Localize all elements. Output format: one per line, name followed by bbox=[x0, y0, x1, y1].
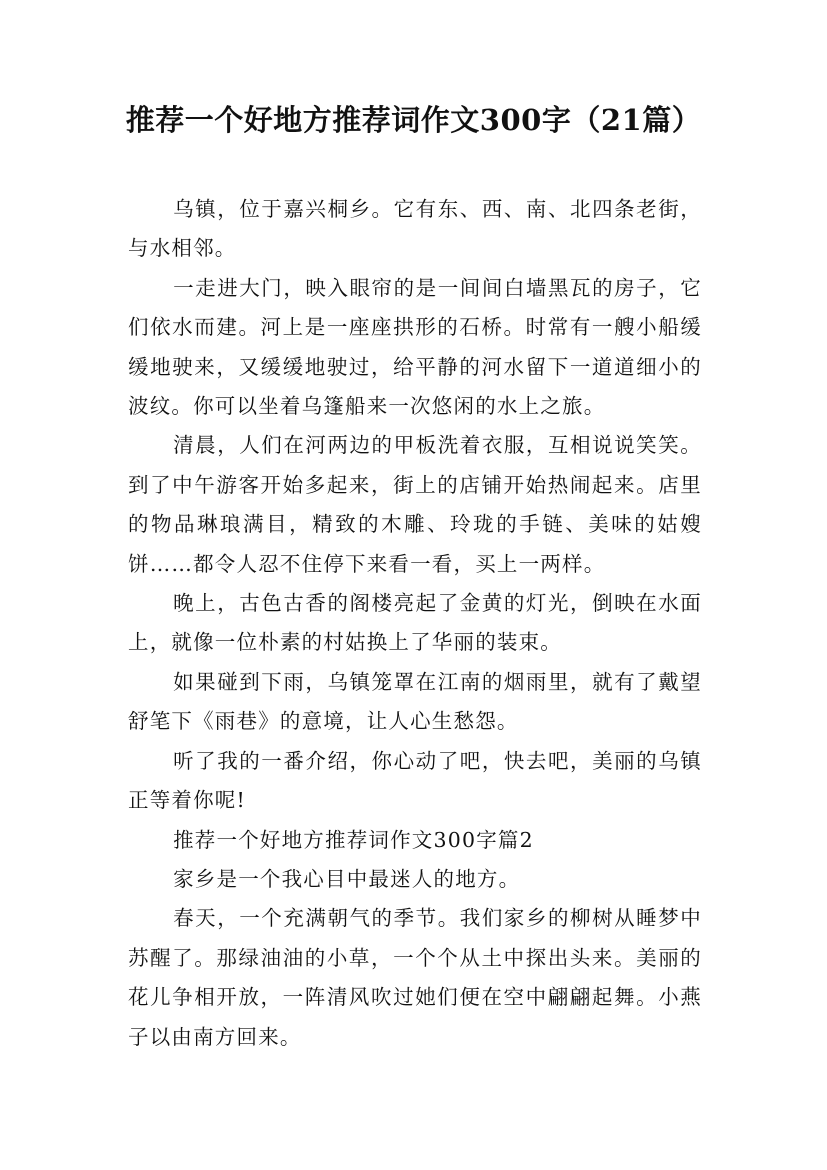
paragraph: 乌镇，位于嘉兴桐乡。它有东、西、南、北四条老街，与水相邻。 bbox=[128, 197, 702, 261]
paragraph: 清晨，人们在河两边的甲板洗着衣服，互相说说笑笑。到了中午游客开始多起来，街上的店铺开始热闹起来。店里的物品琳琅满目，精致的木雕、玲珑的手链、美味的姑嫂饼……都令人忍不住停下来看一看，买上一两样。 bbox=[128, 433, 702, 576]
section-heading: 推荐一个好地方推荐词作文300字篇2 bbox=[173, 827, 534, 852]
paragraph: 如果碰到下雨，乌镇笼罩在江南的烟雨里，就有了戴望舒笔下《雨巷》的意境，让人心生愁怨。 bbox=[128, 669, 702, 734]
document-title: 推荐一个好地方推荐词作文300字（21篇） bbox=[125, 103, 702, 137]
paragraph: 春天，一个充满朝气的季节。我们家乡的柳树从睡梦中苏醒了。那绿油油的小草，一个个从土中探出头来。美丽的花儿争相开放，一阵清风吹过她们便在空中翩翩起舞。小燕子以由南方回来。 bbox=[128, 906, 702, 1049]
paragraph: 晚上，古色古香的阁楼亮起了金黄的灯光，倒映在水面上，就像一位朴素的村姑换上了华丽的装束。 bbox=[128, 591, 702, 655]
paragraph: 家乡是一个我心目中最迷人的地方。 bbox=[173, 866, 521, 891]
paragraph: 一走进大门，映入眼帘的是一间间白墙黑瓦的房子，它们依水而建。河上是一座座拱形的石桥。时常有一艘小船缓缓地驶来，又缓缓地驶过，给平静的河水留下一道道细小的波纹。你可以坐着乌篷船来一次悠闲的水上之旅。 bbox=[128, 275, 702, 419]
paragraph: 听了我的一番介绍，你心动了吧，快去吧，美丽的乌镇正等着你呢! bbox=[128, 748, 702, 813]
document-body bbox=[128, 190, 702, 1057]
